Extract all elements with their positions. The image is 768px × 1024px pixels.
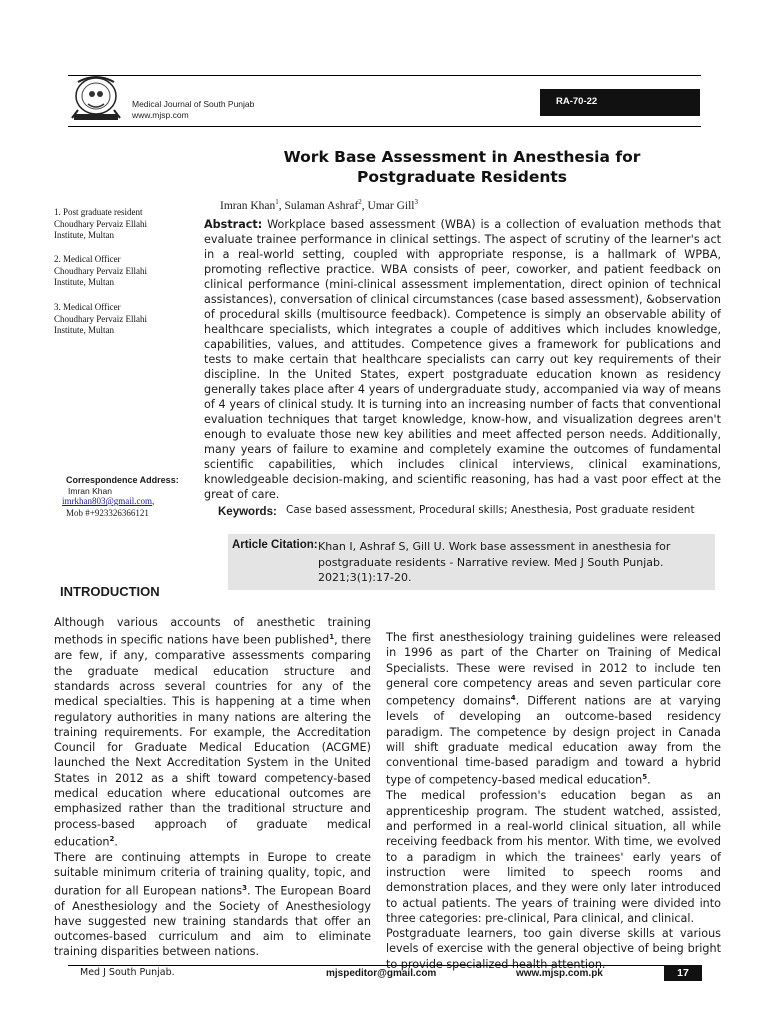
- abstract-text: Workplace based assessment (WBA) is a collection of evaluation methods that evaluate trainee performance in clinical settings. The aspect of scrutiny of the learner's act in a real-world setting, coupled with appropriate response, is a hallmark of WPBA, promoting reflective practice. WBA consists of peer, coworker, and patient feedback on clinical performance (mini-clinical assessment implementation, direct opinion of technical assistances), conversation of clinical circumstances (case based assessment), &observation of procedural skills (multisource feedback). Competence is simply an observable ability of healthcare specialists, which integrates a couple of additives which includes knowledge, capabilities, values, and attitudes. Competence gives a framework for publications and tests to make certain that healthcare specialists can carry out key requirements of their discipline. In the United States, expert postgraduate education known as residency generally takes place after 4 years of undergraduate study, accompanied via way of means of 4 years of clinical study. It is turning into an increasing number of facts that conventional evaluation techniques that target knowledge, know-how, and visualization degrees aren't enough to evaluate those new key abilities and meet affected person needs. Additionally, many years of failure to examine and completely examine the outcomes of fundamental scientific capabilities, which includes clinical interviews, clinical examinations, knowledgeable decision-making, and scientific reasoning, has had a vast poor effect at the great of care.: [204, 218, 721, 501]
- affiliation-number: 1.: [54, 207, 61, 217]
- affiliation-institute: Choudhary Pervaiz Ellahi: [54, 218, 147, 229]
- reference-sup: 3: [242, 883, 247, 892]
- affiliation-role: Medical Officer: [63, 254, 121, 264]
- footer-email[interactable]: mjspeditor@gmail.com: [326, 968, 437, 979]
- right-paragraph-1: [386, 630, 721, 788]
- citation-label: Article Citation:: [232, 539, 318, 551]
- affiliation-institute: Choudhary Pervaiz Ellahi: [54, 265, 147, 276]
- right-paragraph-3: Postgraduate learners, too gain diverse skills at various levels of exercise with the general objective of being bright: [386, 927, 721, 956]
- affiliation-3: [54, 302, 204, 337]
- text-run: , there are few, if any, comparative assessments comparing the graduate medical education structure and standards across several countries for any of the medical specialties. This is happening at a time when regulatory authorities in many nations are altering the training requirements. For example, the Accreditation Council for Graduate Medical Education (ACGME) launched the Next Accreditation System in the United States in 2012 as a shift toward competency-based medical education where educational outcomes are emphasized rather than the traditional structure and process-based approach of graduate medical education: [54, 634, 371, 849]
- correspondence-name: Imran Khan: [68, 486, 112, 496]
- email-suffix: ,: [152, 496, 155, 506]
- footer-rule: [68, 965, 701, 966]
- article-code-badge: [540, 89, 700, 116]
- text-run: Although various accounts of anesthetic training methods in specific nations have been published: [54, 616, 371, 648]
- right-column: [386, 630, 721, 972]
- keywords-text: Case based assessment, Procedural skills; Anesthesia, Post graduate resident: [286, 504, 695, 516]
- text-run: . Different nations are at varying levels of developing an outcome-based residency paradigm. The competence by design project in Canada will shift graduate medical education away from the conventional time-based paradigm and toward a hybrid type of competency-based medical education: [386, 694, 721, 788]
- correspondence-mobile: Mob #+923326366121: [66, 508, 149, 518]
- affiliation-role: Medical Officer: [63, 302, 121, 312]
- reference-sup: 5: [642, 773, 648, 782]
- citation-text: Khan I, Ashraf S, Gill U. Work base assessment in anesthesia for postgraduate residents - Narrative review. Med J South Punjab. 2021;3(1):17-20.: [318, 540, 671, 584]
- reference-sup: 4: [510, 694, 516, 703]
- author-sup: 3: [414, 198, 418, 206]
- keywords-label: Keywords:: [218, 506, 277, 518]
- affiliation-location: Institute, Multan: [54, 230, 114, 240]
- footer-website[interactable]: www.mjsp.com.pk: [516, 968, 603, 979]
- author-name: Sulaman Ashraf: [284, 199, 359, 212]
- text-run: .: [114, 835, 118, 849]
- article-title: Work Base Assessment in Anesthesia for Postgraduate Residents: [283, 148, 641, 186]
- reference-sup: 2: [109, 834, 115, 843]
- footer-journal-abbrev: Med J South Punjab.: [80, 967, 175, 978]
- correspondence-email[interactable]: imrkhan803@gmail.com: [62, 496, 153, 506]
- text-run: The first anesthesiology training guidelines were released in 1996 as part of the Charter on Training of Medical Specialists. These were revised in 2012 to include ten general core competency areas and seven particular core competency domains: [386, 631, 721, 708]
- left-column: [54, 615, 371, 960]
- affiliation-1: [54, 207, 204, 242]
- affiliation-number: 3.: [54, 302, 61, 312]
- author-name: Umar Gill: [367, 199, 415, 212]
- abstract: [204, 217, 721, 502]
- journal-logo: [68, 74, 124, 126]
- right-paragraph-2: The medical profession's education began as an apprenticeship program. The student watched, assisted, and performed in a real-world clinical situation, all while receiving feedback from his mentor. With time, we evolved to a paradigm in which the trainees' early years of instruction were limited to speech rooms and demonstration places, and they were only later introduced to actual patients. The years of training were divided into three categories: pre-clinical, Para clinical, and clinical.: [386, 789, 721, 925]
- page-number: 17: [664, 965, 702, 981]
- journal-url: www.mjsp.com: [132, 110, 189, 120]
- section-heading: INTRODUCTION: [60, 584, 160, 599]
- left-paragraph-2: [54, 850, 371, 960]
- header-top-rule: [68, 75, 701, 76]
- header-bottom-rule: [68, 126, 701, 127]
- author-list: Imran Khan$^1$, Sulaman Ashraf$^2$, Umar Gill$^3$: [220, 198, 418, 212]
- correspondence-email-line: [62, 496, 154, 506]
- author-name: Imran Khan: [220, 199, 276, 212]
- affiliation-institute: Choudhary Pervaiz Ellahi: [54, 313, 147, 324]
- text-run: There are continuing attempts in Europe to create suitable minimum criteria of training quality, topic, and duration for all European nations: [54, 850, 371, 898]
- correspondence-label: Correspondence Address:: [66, 475, 179, 485]
- affiliation-location: Institute, Multan: [54, 277, 114, 287]
- reference-sup: 1: [329, 633, 335, 642]
- text-run: . The European Board of Anesthesiology and the Society of Anesthesiology have suggested new training standards that offer an outcomes-based curriculum and aim to eliminate training disparities between nations.: [54, 884, 371, 959]
- text-run: .: [647, 774, 651, 788]
- affiliation-location: Institute, Multan: [54, 325, 114, 335]
- journal-name: Medical Journal of South Punjab: [132, 99, 255, 109]
- left-paragraph-1: [54, 615, 371, 850]
- author-sup: 2: [358, 198, 362, 206]
- affiliation-number: 2.: [54, 254, 61, 264]
- abstract-label: Abstract:: [204, 218, 263, 231]
- journal-info: [132, 99, 254, 121]
- article-code: RA-70-22: [556, 96, 598, 107]
- author-sup: 1: [275, 198, 279, 206]
- affiliation-2: [54, 254, 204, 289]
- affiliation-role: Post graduate resident: [63, 207, 143, 217]
